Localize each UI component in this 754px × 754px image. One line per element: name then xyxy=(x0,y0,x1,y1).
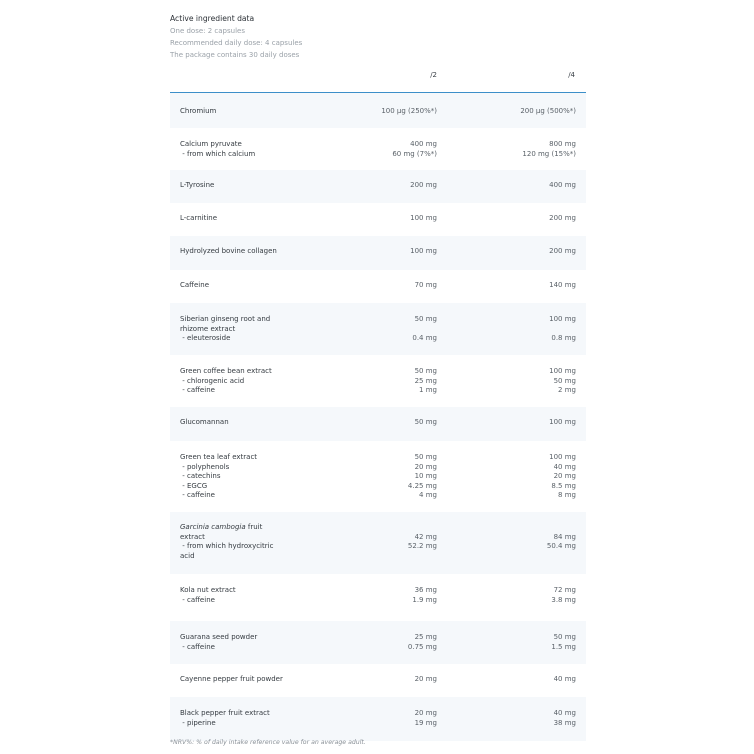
ingredient-name-line: - chlorogenic acid xyxy=(180,376,245,385)
value-dose2 xyxy=(408,633,437,652)
ingredient-name-line: Guarana seed powder xyxy=(180,633,258,641)
value-line: 400 mg xyxy=(549,181,576,189)
value-line: 70 mg xyxy=(414,281,437,289)
intro-line-dose: One dose: 2 capsules xyxy=(170,27,245,35)
value-line: 50.4 mg xyxy=(546,542,576,550)
ingredient-name-line: Glucomannan xyxy=(180,418,229,426)
ingredient-name-line: - from which calcium xyxy=(180,149,256,158)
value-line: 38 mg xyxy=(553,718,576,727)
value-line: 20 mg xyxy=(414,462,437,471)
value-dose2 xyxy=(415,281,437,291)
value-dose2 xyxy=(412,315,437,344)
table-row xyxy=(170,512,586,574)
intro-line-daily: Recommended daily dose: 4 capsules xyxy=(170,39,303,47)
value-dose4 xyxy=(549,367,576,396)
intro-line-package: The package contains 30 daily doses xyxy=(170,51,300,59)
ingredient-name xyxy=(180,281,209,291)
value-line xyxy=(547,523,576,533)
value-line xyxy=(408,552,437,562)
ingredient-name-line: Cayenne pepper fruit powder xyxy=(180,675,283,683)
value-dose4 xyxy=(549,453,576,501)
value-line: 20 mg xyxy=(553,472,576,480)
value-dose4 xyxy=(549,214,576,224)
ingredient-name xyxy=(180,140,255,159)
column-header-dose2: /2 xyxy=(430,71,437,79)
value-line: 20 mg xyxy=(414,709,437,717)
value-line: 50 mg xyxy=(414,315,437,323)
ingredient-name-line: Kola nut extract xyxy=(180,586,236,594)
value-line: 1 mg xyxy=(419,386,437,394)
ingredient-name xyxy=(180,214,217,224)
value-line xyxy=(412,325,437,335)
value-line: 140 mg xyxy=(549,281,576,289)
value-line: 1.9 mg xyxy=(412,595,437,604)
value-line: 3.8 mg xyxy=(551,595,576,604)
ingredient-name-line: - caffeine xyxy=(180,491,215,499)
ingredient-name xyxy=(180,586,236,605)
ingredient-name-line: - caffeine xyxy=(180,642,215,651)
value-line: 0.4 mg xyxy=(412,334,437,342)
value-line xyxy=(547,552,576,562)
ingredient-name-line: Hydrolyzed bovine collagen xyxy=(180,247,277,255)
value-line: 50 mg xyxy=(414,453,437,461)
table-row xyxy=(170,270,586,303)
value-line xyxy=(549,325,576,335)
value-dose2 xyxy=(412,586,437,605)
ingredient-name-line: Green tea leaf extract xyxy=(180,453,258,461)
ingredient-name xyxy=(180,247,277,257)
ingredient-name-line: - piperine xyxy=(180,718,216,727)
value-dose2 xyxy=(415,709,437,728)
value-line: 50 mg xyxy=(414,367,437,375)
value-dose2 xyxy=(408,523,437,561)
ingredient-name-line: - polyphenols xyxy=(180,462,230,471)
table-row xyxy=(170,621,586,664)
footnote: *NRV%: % of daily intake reference value for an average adult. xyxy=(170,739,366,746)
table-row xyxy=(170,170,586,203)
value-line: 50 mg xyxy=(414,418,437,426)
ingredient-name-line: - EGCG xyxy=(180,481,208,490)
value-dose4 xyxy=(554,675,576,685)
value-line: 52.2 mg xyxy=(407,542,437,550)
intro-block xyxy=(170,13,590,61)
value-dose4 xyxy=(551,633,576,652)
table-row xyxy=(170,128,586,170)
value-line: 4.25 mg xyxy=(407,481,437,490)
value-line: 100 mg xyxy=(549,453,576,461)
value-dose4 xyxy=(551,586,576,605)
value-line: 100 mg xyxy=(549,315,576,323)
ingredient-name xyxy=(180,523,273,561)
ingredient-name-line: Siberian ginseng root and xyxy=(180,315,271,323)
value-line: 4 mg xyxy=(419,491,437,499)
value-line: 19 mg xyxy=(414,718,437,727)
value-line: 2 mg xyxy=(558,386,576,394)
value-dose4 xyxy=(522,140,576,159)
ingredient-name-line: Caffeine xyxy=(180,281,209,289)
value-line: 200 mg xyxy=(410,181,437,189)
value-dose4 xyxy=(554,709,576,728)
value-line: 8.5 mg xyxy=(551,481,576,490)
value-line: 100 mg xyxy=(549,367,576,375)
value-line: 1.5 mg xyxy=(551,642,576,651)
value-dose2 xyxy=(410,181,437,191)
value-line: 40 mg xyxy=(553,462,576,471)
value-dose2 xyxy=(408,453,437,501)
value-dose2 xyxy=(381,107,437,117)
ingredient-name xyxy=(180,675,283,685)
ingredient-name-line: L-Tyrosine xyxy=(180,181,215,189)
value-line: 72 mg xyxy=(553,586,576,594)
table-row xyxy=(170,664,586,697)
value-dose4 xyxy=(520,107,576,117)
value-line: 100 mg xyxy=(410,214,437,222)
value-dose4 xyxy=(549,418,576,428)
value-line: 50 mg xyxy=(553,633,576,641)
ingredient-name xyxy=(180,315,270,344)
table-row xyxy=(170,355,586,407)
ingredient-name xyxy=(180,418,229,428)
ingredient-name-line: Chromium xyxy=(180,107,217,115)
value-line xyxy=(408,523,437,533)
value-dose4 xyxy=(549,315,576,344)
table-row xyxy=(170,203,586,236)
value-line: 800 mg xyxy=(549,140,576,148)
value-dose2 xyxy=(410,247,437,257)
ingredient-name xyxy=(180,367,272,396)
value-dose4 xyxy=(547,523,576,561)
value-line: 200 mg xyxy=(549,247,576,255)
value-line: 100 mg xyxy=(410,247,437,255)
ingredient-name-line: - caffeine xyxy=(180,595,215,604)
value-line: 36 mg xyxy=(414,586,437,594)
value-line: 100 mg xyxy=(549,418,576,426)
value-line: 60 mg (7%*) xyxy=(392,149,437,158)
table-row xyxy=(170,574,586,621)
value-line: 40 mg xyxy=(553,675,576,683)
value-line: 50 mg xyxy=(553,376,576,385)
ingredient-name-line: Calcium pyruvate xyxy=(180,140,242,148)
value-dose2 xyxy=(392,140,437,159)
table-row xyxy=(170,236,586,270)
ingredient-name-line: Green coffee bean extract xyxy=(180,367,272,375)
value-line: 100 µg (250%*) xyxy=(381,107,437,115)
ingredient-name-line: - caffeine xyxy=(180,386,215,394)
ingredient-name-line: acid xyxy=(180,551,195,560)
table-row xyxy=(170,697,586,741)
ingredient-name-line: Garcinia cambogia fruit xyxy=(180,523,263,531)
intro-heading: Active ingredient data xyxy=(170,14,255,23)
value-line: 200 mg xyxy=(549,214,576,222)
ingredient-name-line: - catechins xyxy=(180,472,221,480)
value-dose2 xyxy=(410,214,437,224)
ingredient-name xyxy=(180,107,216,117)
value-line: 0.8 mg xyxy=(551,334,576,342)
ingredient-name xyxy=(180,181,214,191)
table-row xyxy=(170,93,586,128)
value-line: 8 mg xyxy=(558,491,576,499)
value-line: 10 mg xyxy=(414,472,437,480)
ingredient-name-line: extract xyxy=(180,532,205,541)
value-line: 84 mg xyxy=(553,532,576,541)
ingredient-name-line: - eleuteroside xyxy=(180,334,231,342)
table-row xyxy=(170,407,586,441)
value-dose2 xyxy=(415,367,437,396)
column-header-dose4: /4 xyxy=(568,71,575,79)
ingredient-table xyxy=(170,93,586,741)
table-row xyxy=(170,303,586,355)
value-dose4 xyxy=(549,247,576,257)
ingredient-name xyxy=(180,709,270,728)
value-line: 120 mg (15%*) xyxy=(522,149,576,158)
table-row xyxy=(170,441,586,512)
value-line: 0.75 mg xyxy=(407,642,437,651)
value-line: 20 mg xyxy=(414,675,437,683)
value-dose4 xyxy=(549,181,576,191)
value-line: 200 µg (500%*) xyxy=(520,107,576,115)
value-line: 25 mg xyxy=(414,376,437,385)
value-line: 25 mg xyxy=(414,633,437,641)
value-dose2 xyxy=(415,418,437,428)
value-line: 42 mg xyxy=(414,532,437,541)
ingredient-name-line: - from which hydroxycitric xyxy=(180,542,274,550)
value-line: 40 mg xyxy=(553,709,576,717)
ingredient-name-line: Black pepper fruit extract xyxy=(180,709,270,717)
ingredient-name xyxy=(180,453,257,501)
ingredient-name xyxy=(180,633,257,652)
ingredient-name-line: rhizome extract xyxy=(180,324,236,333)
value-dose2 xyxy=(415,675,437,685)
value-line: 400 mg xyxy=(410,140,437,148)
ingredient-name-line: L-carnitine xyxy=(180,214,218,222)
value-dose4 xyxy=(549,281,576,291)
